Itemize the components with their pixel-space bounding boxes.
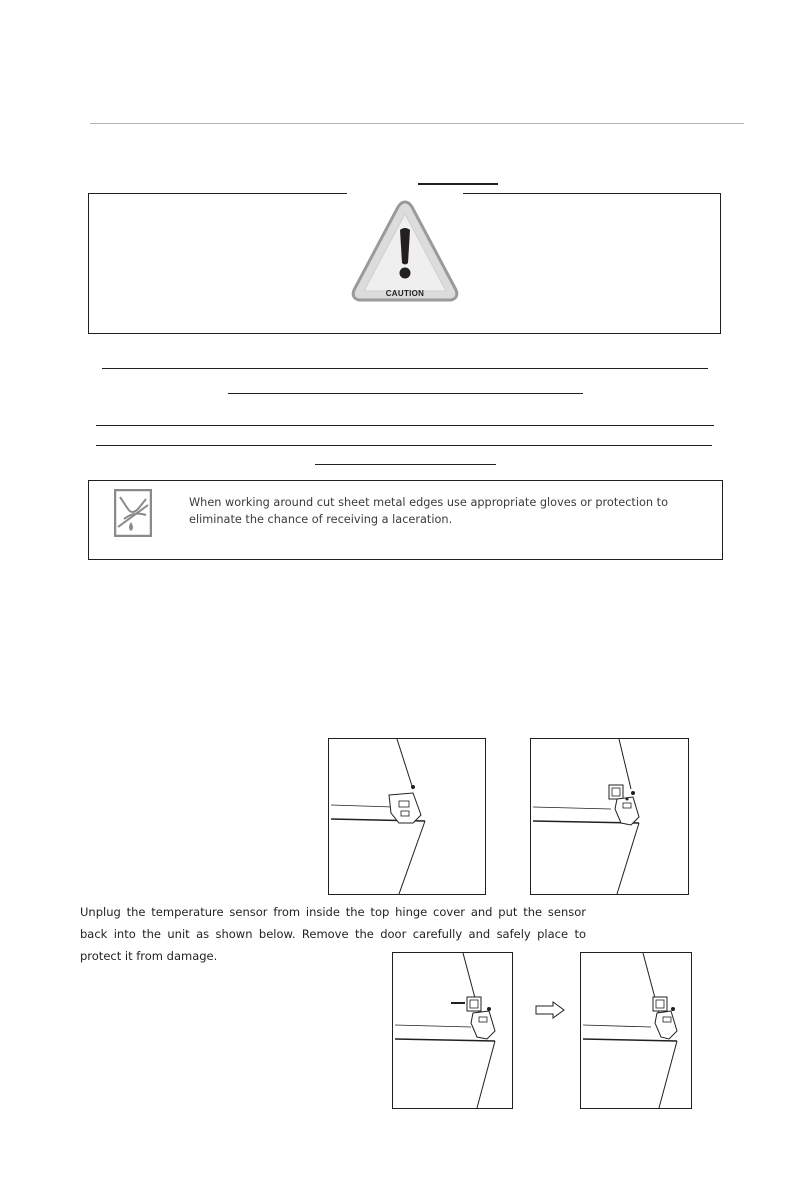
safety-notice-text: When working around cut sheet metal edges use appropriate gloves or protection to eliminate the chance of receiving a laceration. — [189, 496, 668, 526]
text-line — [96, 445, 712, 446]
right-arrow-icon — [535, 1001, 565, 1019]
header-rule — [90, 123, 744, 124]
figure-unplug-sensor — [392, 952, 513, 1109]
heading-underline — [418, 183, 498, 185]
cut-hand-icon — [114, 489, 152, 537]
figure-hinge-2 — [530, 738, 689, 895]
text-line — [102, 368, 708, 369]
text-line — [228, 393, 583, 394]
text-line — [315, 464, 496, 465]
figure-hinge-1 — [328, 738, 486, 895]
text-line — [96, 425, 714, 426]
caution-label: CAUTION — [385, 289, 425, 298]
figure-sensor-inserted — [580, 952, 692, 1109]
step-instruction: Unplug the temperature sensor from inside the top hinge cover and put the sensor back into the unit as shown below. Remove the door carefully and safely place to protect it from damage. — [80, 905, 586, 963]
